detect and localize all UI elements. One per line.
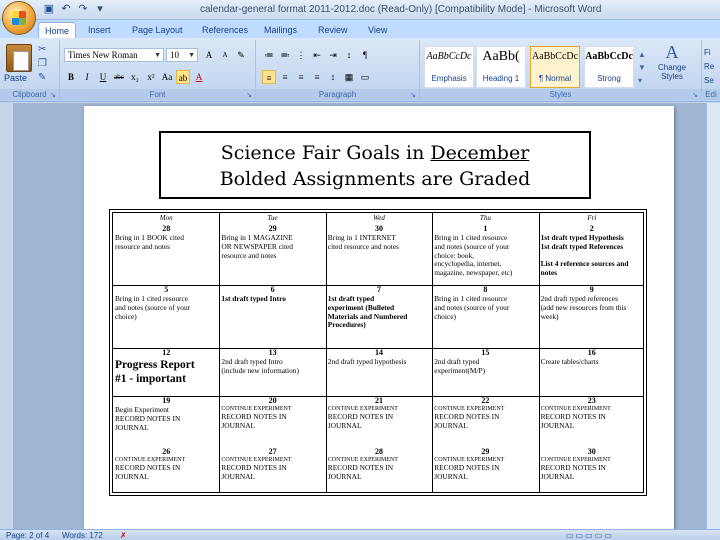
- style-sample: AaBbCcDc: [585, 51, 633, 62]
- office-logo-icon: [12, 11, 26, 25]
- styles-group-label: Styles: [420, 89, 701, 100]
- style-strong[interactable]: [584, 46, 634, 88]
- day-number: 29: [481, 447, 490, 456]
- continue-experiment-text: CONTINUE EXPERIMENT: [221, 406, 292, 412]
- calendar-cell: [539, 447, 645, 494]
- calendar-cell: [432, 224, 538, 285]
- status-bar: [0, 529, 720, 540]
- document-page[interactable]: [84, 106, 674, 538]
- clipboard-group-label: Clipboard: [0, 89, 59, 100]
- paste-button[interactable]: Paste: [4, 73, 28, 83]
- editing-group: [702, 40, 720, 100]
- assignment-text: 1st draft typed Hypothesis 1st draft typed References List 4 reference sources and notes: [540, 233, 629, 278]
- day-number: 7: [376, 285, 381, 294]
- change-styles-icon: A: [665, 42, 679, 62]
- decrease-indent-icon[interactable]: ⇤: [313, 50, 321, 60]
- assignment-text: RECORD NOTES IN JOURNAL: [434, 412, 500, 430]
- vertical-ruler: [0, 103, 14, 529]
- tab-insert[interactable]: Insert: [88, 25, 111, 35]
- grow-font-icon[interactable]: A: [205, 50, 213, 60]
- superscript-button[interactable]: x²: [147, 72, 155, 82]
- calendar-cell: [113, 447, 219, 494]
- tab-review[interactable]: Review: [318, 25, 348, 35]
- style-name: Emphasis: [431, 74, 467, 83]
- day-header-tue: Tue: [267, 214, 278, 222]
- bullets-icon[interactable]: ≔: [264, 50, 274, 60]
- calendar-cell: [219, 447, 325, 494]
- highlight-button[interactable]: ab: [176, 70, 190, 84]
- calendar-cell: [539, 285, 645, 348]
- calendar-cell: [432, 348, 538, 396]
- day-number: 16: [587, 348, 596, 357]
- save-icon[interactable]: ▣: [43, 3, 55, 15]
- progress-report-text: Progress Report #1 - important: [115, 359, 195, 385]
- select-button[interactable]: Se: [704, 76, 714, 85]
- view-buttons[interactable]: ▭▭▭▭▭: [566, 531, 614, 540]
- calendar-table: [109, 209, 647, 496]
- style-heading-1[interactable]: [476, 46, 526, 88]
- calendar-cell: [219, 224, 325, 285]
- chevron-down-icon: ▼: [188, 51, 195, 59]
- assignment-text: Bring in 1 MAGAZINE OR NEWSPAPER cited resource and notes: [221, 233, 293, 260]
- day-number: 13: [268, 348, 277, 357]
- clipboard-group: [0, 40, 60, 100]
- day-number: 6: [270, 285, 275, 294]
- assignment-text: Bring in 1 cited resource and notes (source of your choice: book, encyclopedia, internet, magazine, newspaper, etc): [434, 233, 513, 278]
- day-number: 30: [587, 447, 596, 456]
- paragraph-group: [256, 40, 420, 100]
- day-number: 29: [268, 224, 277, 233]
- style-normal[interactable]: [530, 46, 580, 88]
- calendar-cell: [539, 396, 645, 447]
- change-case-button[interactable]: Aa: [161, 72, 173, 82]
- day-number: 23: [587, 396, 596, 405]
- styles-scroll[interactable]: ▲ ▼ ▾: [638, 50, 646, 85]
- style-sample: AaBbCcDc: [531, 51, 579, 62]
- assignment-text: RECORD NOTES IN JOURNAL: [540, 412, 606, 430]
- headline-line-2: Bolded Assignments are Graded: [219, 168, 531, 190]
- day-number: 14: [374, 348, 383, 357]
- shrink-font-icon[interactable]: A: [222, 51, 228, 59]
- change-styles-label: Change Styles: [657, 63, 687, 81]
- calendar-cell: [326, 348, 432, 396]
- style-name: Strong: [597, 74, 621, 83]
- strikethrough-button[interactable]: abc: [114, 73, 124, 81]
- continue-experiment-text: CONTINUE EXPERIMENT: [327, 406, 398, 412]
- paste-icon[interactable]: [6, 44, 32, 72]
- replace-button[interactable]: Re: [704, 62, 715, 71]
- editing-group-label: Edi: [702, 89, 720, 100]
- day-number: 28: [374, 447, 383, 456]
- assignment-text: Bring in 1 INTERNET cited resource and notes: [327, 233, 400, 251]
- assignment-text: 1st draft typed Intro: [221, 294, 286, 303]
- calendar-cell: [326, 396, 432, 447]
- align-center-icon[interactable]: ≡: [282, 72, 288, 82]
- find-button[interactable]: Fi: [704, 48, 711, 57]
- day-number: 12: [162, 348, 171, 357]
- calendar-cell: [113, 285, 219, 348]
- style-emphasis[interactable]: [424, 46, 474, 88]
- continue-experiment-text: CONTINUE EXPERIMENT: [434, 406, 505, 412]
- assignment-text: RECORD NOTES IN JOURNAL: [327, 412, 394, 430]
- headline-month: December: [430, 142, 530, 164]
- font-group: [60, 40, 256, 100]
- assignment-text: RECORD NOTES IN JOURNAL: [540, 463, 606, 481]
- font-size-value: 10: [170, 50, 179, 60]
- continue-experiment-text: CONTINUE EXPERIMENT: [115, 457, 186, 463]
- assignment-text: RECORD NOTES IN JOURNAL: [221, 463, 287, 481]
- calendar-cell: [432, 447, 538, 494]
- clipboard-launcher-icon[interactable]: ↘: [50, 92, 56, 99]
- assignment-text: 1st draft typed experiment (Bulleted Materials and Numbered Procedures): [327, 294, 408, 330]
- office-button[interactable]: [2, 1, 36, 35]
- day-header-wed: Wed: [373, 214, 385, 222]
- assignment-text: 2nd draft typed experiment(M/P): [434, 357, 486, 375]
- calendar-cell: [539, 348, 645, 396]
- show-marks-icon[interactable]: ¶: [362, 50, 368, 60]
- font-launcher-icon[interactable]: ↘: [246, 92, 252, 99]
- borders-icon[interactable]: ▭: [360, 72, 370, 82]
- day-number: 28: [162, 224, 171, 233]
- sort-icon[interactable]: ↕: [346, 50, 352, 60]
- calendar-cell: [432, 396, 538, 447]
- day-number: 5: [164, 285, 169, 294]
- justify-icon[interactable]: ≡: [314, 72, 320, 82]
- align-left-icon[interactable]: ≡: [262, 70, 276, 84]
- assignment-text: RECORD NOTES IN JOURNAL: [434, 463, 500, 481]
- calendar-grid: [112, 212, 644, 493]
- calendar-cell: [219, 285, 325, 348]
- format-painter-icon[interactable]: ✎: [38, 72, 47, 83]
- increase-indent-icon[interactable]: ⇥: [329, 50, 337, 60]
- calendar-cell: [326, 224, 432, 285]
- font-size-dropdown[interactable]: [166, 48, 198, 62]
- assignment-text: Begin Experiment RECORD NOTES IN JOURNAL: [115, 405, 181, 432]
- day-number: 21: [374, 396, 383, 405]
- numbering-icon[interactable]: ≕: [280, 50, 290, 60]
- style-sample: AaBbCcDc: [426, 51, 472, 62]
- title-bar: [0, 0, 720, 20]
- assignment-text: RECORD NOTES IN JOURNAL: [221, 412, 287, 430]
- day-number: 8: [483, 285, 488, 294]
- continue-experiment-text: CONTINUE EXPERIMENT: [221, 457, 292, 463]
- document-workspace: [0, 103, 720, 529]
- day-number: 26: [162, 447, 171, 456]
- headline-prefix: Science Fair Goals in: [220, 142, 431, 164]
- continue-experiment-text: CONTINUE EXPERIMENT: [327, 457, 398, 463]
- customize-icon[interactable]: ▾: [97, 3, 103, 15]
- calendar-cell: [326, 285, 432, 348]
- day-number: 30: [374, 224, 383, 233]
- assignment-text: Create tables/charts: [540, 357, 599, 366]
- underline-button[interactable]: U: [99, 72, 107, 82]
- font-group-label: Font: [60, 89, 255, 100]
- italic-button[interactable]: I: [85, 72, 89, 82]
- assignment-text: RECORD NOTES IN JOURNAL: [327, 463, 394, 481]
- continue-experiment-text: CONTINUE EXPERIMENT: [434, 457, 505, 463]
- assignment-text: RECORD NOTES IN JOURNAL: [115, 463, 181, 481]
- clear-formatting-icon[interactable]: ✎: [237, 50, 245, 60]
- style-sample: AaBb(: [482, 49, 520, 64]
- subscript-button[interactable]: x₂: [131, 72, 139, 82]
- chevron-down-icon: ▼: [154, 51, 161, 59]
- calendar-cell: [219, 396, 325, 447]
- ribbon-tabs: [0, 20, 720, 38]
- assignment-text: Bring in 1 cited resource and notes (source of your choice): [434, 294, 510, 321]
- paragraph-launcher-icon[interactable]: ↘: [410, 92, 416, 99]
- change-styles-button[interactable]: [652, 42, 692, 88]
- day-number: 1: [483, 224, 488, 233]
- line-spacing-icon[interactable]: ↕: [330, 72, 336, 82]
- redo-icon[interactable]: ↷: [78, 3, 88, 15]
- headline-box: [159, 131, 591, 199]
- day-number: 27: [268, 447, 277, 456]
- day-header-mon: Mon: [159, 214, 173, 222]
- style-name: ¶ Normal: [538, 74, 572, 83]
- copy-icon[interactable]: ❐: [38, 58, 47, 69]
- calendar-cell: [432, 285, 538, 348]
- tab-page-layout[interactable]: Page Layout: [132, 25, 183, 35]
- calendar-cell: [326, 447, 432, 494]
- style-name: Heading 1: [482, 74, 520, 83]
- continue-experiment-text: CONTINUE EXPERIMENT: [540, 457, 611, 463]
- calendar-cell: [539, 224, 645, 285]
- vertical-scrollbar[interactable]: [706, 103, 720, 529]
- calendar-cell: [113, 224, 219, 285]
- ribbon: [0, 38, 720, 102]
- word-count: Words: 172: [62, 531, 103, 540]
- cut-icon[interactable]: ✂: [38, 44, 47, 55]
- headline-line-1: [161, 140, 589, 166]
- day-number: 2: [589, 224, 594, 233]
- assignment-text: 2nd draft typed references (add new resources from this week): [540, 294, 627, 321]
- calendar-cell: [113, 348, 219, 396]
- tab-view[interactable]: View: [368, 25, 388, 35]
- assignment-text: 2nd draft typed Intro (include new information): [221, 357, 299, 375]
- day-header-fri: Fri: [587, 214, 597, 222]
- day-number: 19: [162, 396, 171, 405]
- shading-icon[interactable]: ▦: [344, 72, 354, 82]
- day-number: 22: [481, 396, 490, 405]
- tab-home[interactable]: Home: [38, 22, 76, 38]
- undo-icon[interactable]: ↶: [61, 3, 71, 15]
- font-color-button[interactable]: A: [195, 72, 203, 82]
- page-count: Page: 2 of 4: [6, 531, 50, 540]
- day-number: 9: [589, 285, 594, 294]
- align-right-icon[interactable]: ≡: [298, 72, 304, 82]
- tab-mailings[interactable]: Mailings: [264, 25, 298, 35]
- proofing-icon[interactable]: ✗: [120, 531, 127, 540]
- calendar-cell: [219, 348, 325, 396]
- multilevel-list-icon[interactable]: ⋮: [296, 50, 306, 60]
- continue-experiment-text: CONTINUE EXPERIMENT: [540, 406, 611, 412]
- quick-access-toolbar: [42, 3, 107, 16]
- assignment-text: Bring in 1 BOOK cited resource and notes: [115, 233, 184, 251]
- day-number: 15: [481, 348, 490, 357]
- font-name-dropdown[interactable]: [64, 48, 164, 62]
- calendar-cell: [113, 396, 219, 447]
- styles-launcher-icon[interactable]: ↘: [692, 92, 698, 99]
- day-number: 20: [268, 396, 277, 405]
- assignment-text: 2nd draft typed hypothesis: [327, 357, 407, 366]
- tab-references[interactable]: References: [202, 25, 249, 35]
- font-name-value: Times New Roman: [68, 50, 138, 60]
- window-title: calendar-general format 2011-2012.doc (Read-Only) [Compatibility Mode] - Microsoft Word: [200, 4, 602, 15]
- paragraph-group-label: Paragraph: [256, 89, 419, 100]
- bold-button[interactable]: B: [67, 72, 74, 82]
- day-header-thu: Thu: [479, 214, 491, 222]
- assignment-text: Bring in 1 cited resource and notes (source of your choice): [115, 294, 191, 321]
